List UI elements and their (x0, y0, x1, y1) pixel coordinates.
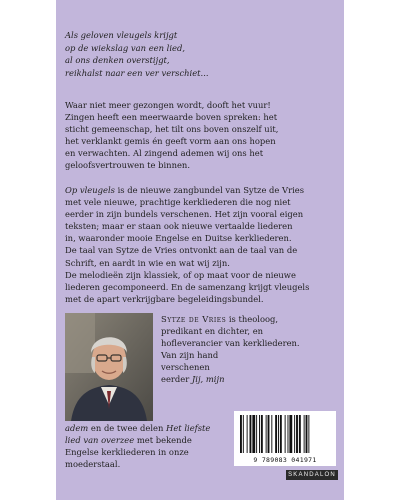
author-bio (161, 313, 337, 386)
bio-line: lied van overzee met bekende (65, 435, 192, 446)
description-line: in, waaronder mooie Engelse en Duitse kerkliederen. (65, 233, 292, 244)
bio-line: adem en de twee delen Het liefste (65, 423, 211, 433)
author-photo (65, 313, 153, 421)
intro-line: geloofsvertrouwen te binnen. (65, 160, 190, 171)
author-portrait-icon (65, 313, 153, 421)
description-line: met vele nieuwe, prachtige kerkliederen die nog niet (65, 197, 291, 208)
intro-line: Waar niet meer gezongen wordt, dooft het vuur! (65, 100, 271, 110)
description-line: Op vleugels is de nieuwe zangbundel van Sytze de Vries (65, 185, 305, 195)
intro-line: Zingen heeft een meerwaarde boven spreken: het (65, 112, 278, 123)
bio-line: eerder Jij, mijn (161, 374, 225, 385)
author-name: Sytze de Vries (161, 314, 227, 324)
bio-line: verschenen (161, 362, 210, 373)
poem-line: op de wiekslag van een lied, (65, 42, 186, 53)
intro-paragraph (65, 99, 337, 172)
description-line: met de apart verkrijgbare begeleidingsbundel. (65, 293, 264, 304)
bio-line: Sytze de Vries is theoloog, (161, 314, 279, 324)
bio-line: Engelse kerkliederen in onze (65, 447, 189, 458)
description-line: Schrift, en aardt in wie en wat wij zijn. (65, 257, 230, 268)
bio-line: hofleverancier van kerkliederen. (161, 338, 300, 349)
description-paragraph (65, 184, 337, 305)
description-line: De melodieën zijn klassiek, of op maat voor de nieuwe (65, 269, 296, 280)
intro-line: sticht gemeenschap, het tilt ons boven onszelf uit, (65, 124, 279, 135)
isbn-barcode (234, 411, 336, 466)
description-line: liederen gecomponeerd. En de samenzang krijgt vleugels (65, 281, 310, 292)
isbn-number: 9 789083 041971 (253, 456, 317, 464)
description-line: eerder in zijn bundels verschenen. Het zijn vooral eigen (65, 209, 304, 220)
intro-line: en verwachten. Al zingend ademen wij ons het (65, 148, 264, 159)
barcode-icon (234, 411, 336, 455)
bio-line: predikant en dichter, en (161, 326, 264, 337)
poem-quote (65, 29, 335, 79)
bio-line: Van zijn hand (161, 350, 219, 361)
book-title: Op vleugels (65, 185, 115, 195)
description-line: teksten; maar er staan ook nieuwe vertaalde liederen (65, 221, 293, 232)
intro-line: het verklankt gemis én geeft vorm aan ons hopen (65, 136, 276, 147)
bio-line: moederstaal. (65, 459, 121, 470)
poem-line: reikhalst naar een ver verschiet... (65, 67, 209, 78)
description-line: De taal van Sytze de Vries ontvonkt aan de taal van de (65, 245, 298, 256)
poem-line: Als geloven vleugels krijgt (65, 30, 178, 40)
poem-line: al ons denken overstijgt, (65, 55, 170, 66)
publisher-logo: SKANDALON (286, 470, 338, 480)
